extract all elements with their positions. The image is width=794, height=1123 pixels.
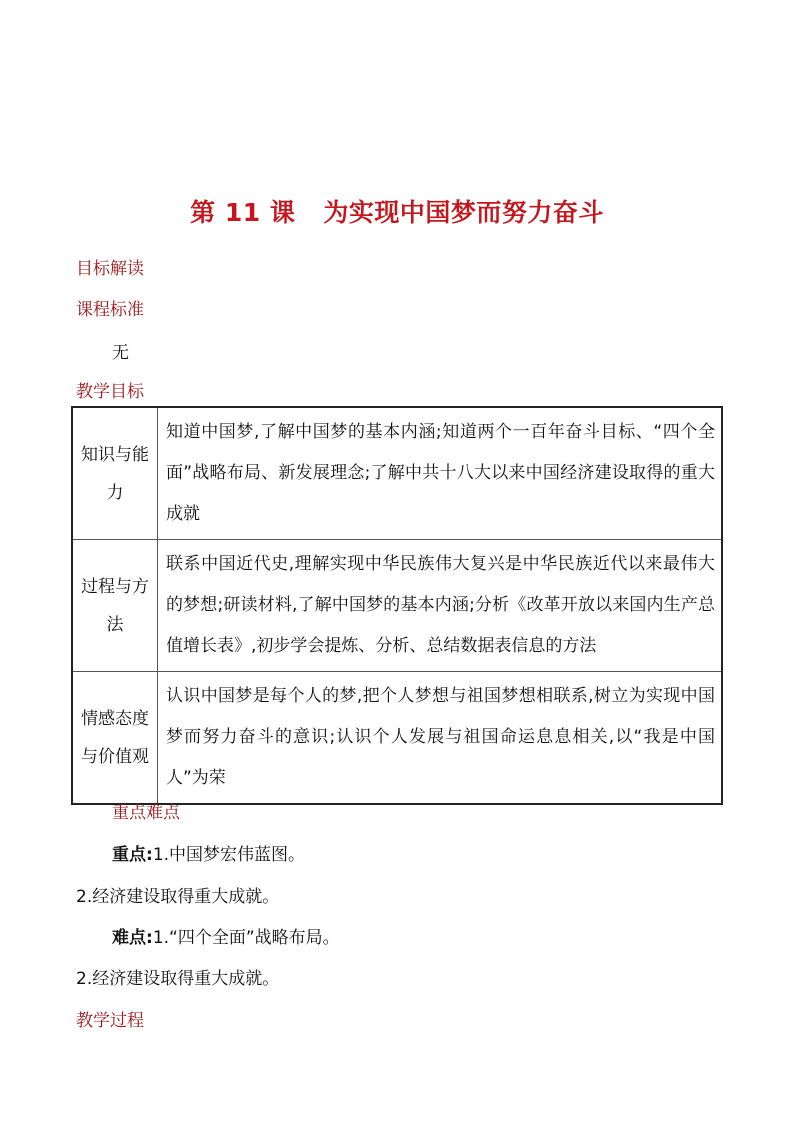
table-row bbox=[72, 672, 722, 805]
goal-label-process: 过程与方 法 bbox=[72, 540, 158, 672]
section-key-difficult: 重点难点 bbox=[112, 803, 180, 823]
teaching-goals-table bbox=[71, 406, 723, 805]
difficult-point-line-1 bbox=[112, 923, 340, 948]
key-label: 重点: bbox=[112, 845, 153, 865]
key-point-line-2: 2.经济建设取得重大成就。 bbox=[76, 887, 280, 907]
section-goal-reading: 目标解读 bbox=[76, 259, 144, 279]
page-title bbox=[0, 193, 794, 229]
section-curriculum-standard: 课程标准 bbox=[76, 300, 144, 320]
lesson-number: 第 11 课 bbox=[190, 198, 296, 227]
goal-text-process: 联系中国近代史,理解实现中华民族伟大复兴是中华民族近代以来最伟大的梦想;研读材料,了解中国梦的基本内涵;分析《改革开放以来国内生产总值增长表》,初步学会提炼、分析、总结数据表信息的方法 bbox=[158, 540, 723, 672]
table-row bbox=[72, 407, 722, 540]
difficult-point-line-2: 2.经济建设取得重大成就。 bbox=[76, 969, 280, 989]
goal-text-attitude: 认识中国梦是每个人的梦,把个人梦想与祖国梦想相联系,树立为实现中国梦而努力奋斗的意识;认识个人发展与祖国命运息息相关,以“我是中国人”为荣 bbox=[158, 672, 723, 805]
table-row bbox=[72, 540, 722, 672]
goal-label-attitude: 情感态度 与价值观 bbox=[72, 672, 158, 805]
difficult-label: 难点: bbox=[112, 928, 153, 948]
lesson-title: 为实现中国梦而努力奋斗 bbox=[323, 198, 604, 227]
key-point-line-1 bbox=[112, 840, 305, 865]
goal-label-knowledge: 知识与能 力 bbox=[72, 407, 158, 540]
goal-text-knowledge: 知道中国梦,了解中国梦的基本内涵;知道两个一百年奋斗目标、“四个全面”战略布局、新发展理念;了解中共十八大以来中国经济建设取得的重大成就 bbox=[158, 407, 723, 540]
key-item-1: 1.中国梦宏伟蓝图。 bbox=[152, 845, 306, 865]
curriculum-standard-value: 无 bbox=[112, 343, 129, 363]
difficult-item-1: 1.“四个全面”战略布局。 bbox=[152, 928, 340, 948]
section-teaching-goals: 教学目标 bbox=[76, 382, 144, 402]
section-teaching-process: 教学过程 bbox=[76, 1011, 144, 1031]
